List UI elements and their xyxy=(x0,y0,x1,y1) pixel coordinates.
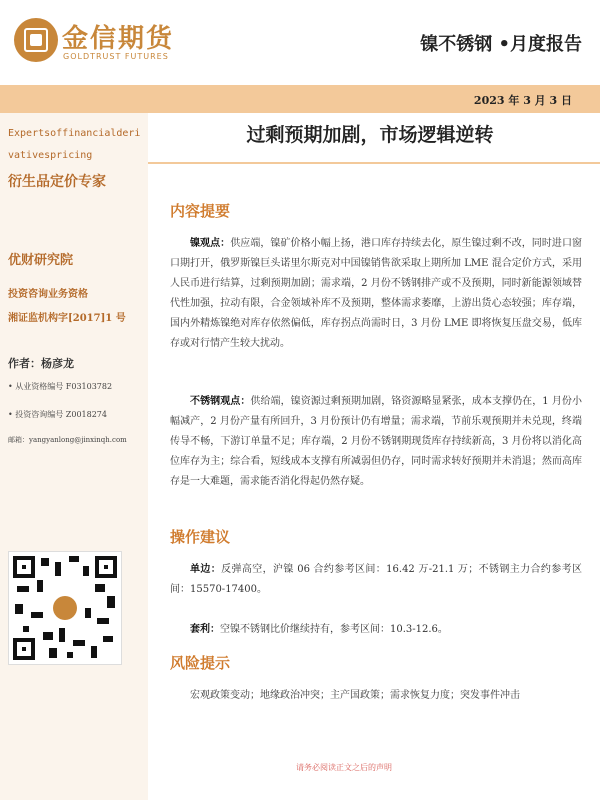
summary-heading: 内容提要 xyxy=(170,202,231,220)
single-side-advice xyxy=(170,560,582,600)
nickel-text: 供应端，镍矿价格小幅上扬，港口库存持续去化，原生镍过剩不改，同时进口窗口期打开，俄罗斯镍巨头诺里尔斯克对中国镍销售欲采取上期所加 LME 混合定价方式，采用人民币进行结算，过剩预期加剧；需求端，2 月份不锈钢排产或不及预期，同时新能源领域替代性加强，拉动有限，合金领域补库不及预期，整体需求萎靡，上游出货心态较强；库存端，国内外精炼镍绝对库存依然偏低，库存拐点尚需时日，3 月份 LME 即将恢复压盘交易，低库存或对行情产生较大扰动。 xyxy=(170,238,583,349)
page-header xyxy=(0,0,600,85)
slogan-cn: 衍生品定价专家 xyxy=(8,174,106,190)
nickel-viewpoint xyxy=(170,234,582,354)
report-headline: 过剩预期加剧，市场逻辑逆转 xyxy=(246,124,494,146)
disclaimer-note: 请务必阅读正文之后的声明 xyxy=(296,763,392,772)
company-logo-icon xyxy=(14,18,58,62)
advisory-cert: • 投资咨询编号 Z0018274 xyxy=(8,410,107,419)
report-title: 镍不锈钢 •月度报告 xyxy=(420,34,582,55)
company-name-en: GOLDTRUST FUTURES xyxy=(63,52,169,61)
stainless-text: 供给端，镍资源过剩预期加剧，铬资源略显紧张，成本支撑仍在，1 月份小幅减产，2 月份产量有所回升，3 月份预计仍有增量；需求端，节前乐观预期并未兑现，终端传导不畅，下游订单量不足；库存端，2 月份不锈钢期现货库存持续新高，3 月份将以消化高位库存为主；综合看，短线成本支撑有所减弱但仍存，同时需求转好预期并未消退；然而高库存是一大难题，需求能否消化得起仍然存疑。 xyxy=(170,396,582,487)
single-text: 反弹高空，沪镍 06 合约参考区间：16.42 万-21.1 万；不锈钢主力合约参考区间：15570-17400。 xyxy=(170,564,583,595)
slogan-en: Expertsoffinancialderivativespricing xyxy=(8,128,141,161)
stainless-label: 不锈钢观点： xyxy=(190,396,251,407)
sidebar xyxy=(0,113,148,800)
arbitrage-advice xyxy=(170,620,582,640)
single-label: 单边： xyxy=(190,564,222,575)
title-divider xyxy=(148,162,600,164)
nickel-label: 镍观点： xyxy=(190,238,231,249)
qr-code-icon xyxy=(8,551,122,665)
stainless-viewpoint xyxy=(170,392,582,492)
qualification: 投资咨询业务资格 xyxy=(8,289,88,300)
author: 作者：杨彦龙 xyxy=(8,357,74,370)
risk-text: 宏观政策变动；地缘政治冲突；主产国政策；需求恢复力度；突发事件冲击 xyxy=(190,690,520,701)
arbitrage-label: 套利： xyxy=(190,624,220,635)
arbitrage-text: 空镍不锈钢比价继续持有，参考区间：10.3-12.6。 xyxy=(220,624,448,635)
institute-name: 优财研究院 xyxy=(8,253,74,268)
author-email: 邮箱：yangyanlong@jinxinqh.com xyxy=(8,436,127,444)
date-bar xyxy=(0,85,600,113)
risk-heading: 风险提示 xyxy=(170,654,231,672)
operations-heading: 操作建议 xyxy=(170,528,231,546)
report-date: 2023 年 3 月 3 日 xyxy=(473,94,572,107)
company-name-cn: 金信期货 xyxy=(62,24,175,54)
license-number: 湘证监机构字[2017]1 号 xyxy=(8,313,126,324)
practice-cert: • 从业资格编号 F03103782 xyxy=(8,382,113,391)
